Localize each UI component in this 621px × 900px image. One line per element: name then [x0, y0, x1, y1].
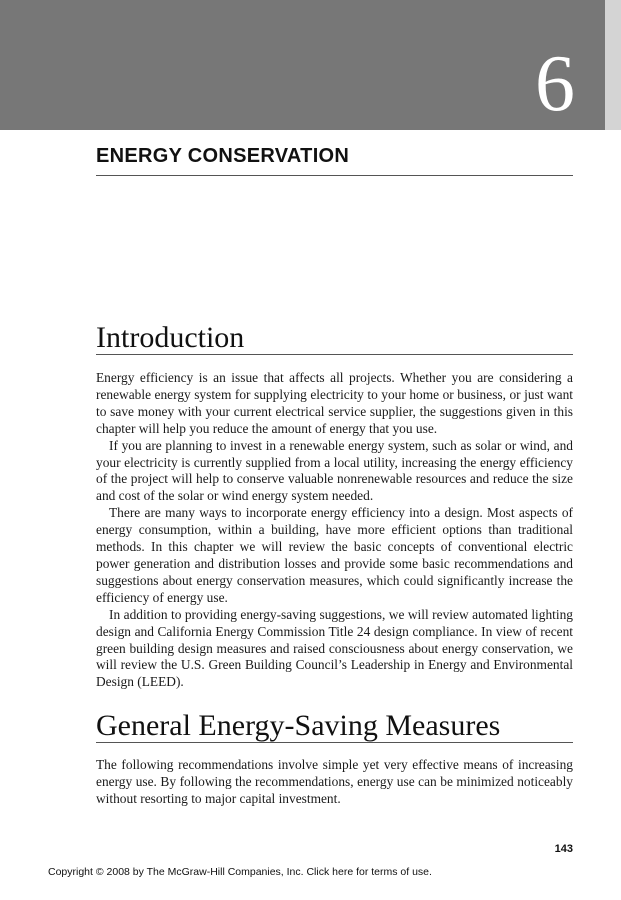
chapter-title: ENERGY CONSERVATION: [96, 145, 350, 167]
general-measures-heading: General Energy-Saving Measures: [96, 709, 501, 742]
general-measures-paragraph-1: The following recommendations involve simple yet very effective means of increasing energy use. By following the recommendations, energy use can be minimized noticeably without resorting to major capital investment.: [96, 757, 573, 806]
general-measures-heading-rule: [96, 742, 573, 743]
chapter-header-edge: [605, 0, 621, 130]
introduction-paragraph-2: If you are planning to invest in a renewable energy system, such as solar or wind, and your electricity is currently supplied from a local utility, increasing the energy efficiency of the project will help to conserve valuable nonrenewable resources and reduce the size and cost of the solar or wind energy system needed.: [96, 437, 573, 504]
introduction-heading: Introduction: [96, 321, 245, 354]
introduction-heading-rule: [96, 354, 573, 355]
copyright-link[interactable]: Copyright © 2008 by The McGraw-Hill Companies, Inc. Click here for terms of use.: [48, 866, 432, 878]
general-measures-body: [96, 757, 573, 808]
chapter-header-band: [0, 0, 605, 130]
introduction-paragraph-3: There are many ways to incorporate energy efficiency into a design. Most aspects of energy consumption, within a building, have more efficient options than traditional methods. In this chapter we will review the basic concepts of conventional electric power generation and distribution losses and provide some basic recommendations and suggestions about energy conservation measures, which could significantly increase the efficiency of energy use.: [96, 505, 573, 605]
introduction-paragraph-4: In addition to providing energy-saving suggestions, we will review automated lighting design and California Energy Commission Title 24 design compliance. In view of recent green building design measures and raised consciousness about energy conservation, we will review the U.S. Green Building Council’s Leadership in Energy and Environmental Design (LEED).: [96, 606, 573, 690]
introduction-body: [96, 370, 573, 691]
page-number: 143: [554, 843, 573, 855]
chapter-title-rule: [96, 175, 573, 176]
chapter-number: 6: [535, 40, 575, 128]
introduction-paragraph-1: Energy efficiency is an issue that affects all projects. Whether you are considering a renewable energy system for supplying electricity to your home or business, or just want to save money with your current electrical service supplier, the suggestions given in this chapter will help you reduce the amount of energy that you use.: [96, 370, 573, 436]
